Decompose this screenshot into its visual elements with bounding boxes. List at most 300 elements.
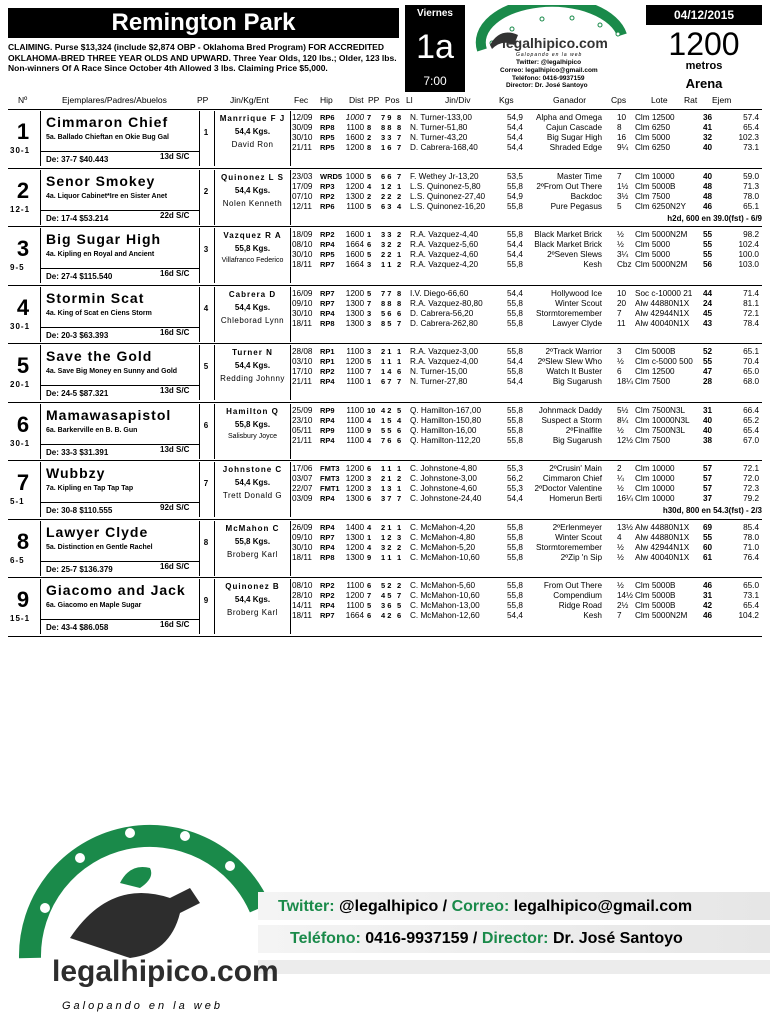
- past-race-row: [292, 309, 762, 319]
- distance-cell: 1600: [345, 230, 364, 239]
- post-cell: 3: [367, 347, 372, 356]
- weight-cell: 55,8: [507, 299, 523, 308]
- class-cell: Clm 5000B: [635, 347, 676, 356]
- track-code-cell: RP4: [320, 601, 335, 610]
- jockey-name: Hamilton Q: [226, 407, 279, 416]
- post-cell: 2: [367, 133, 372, 142]
- post-cell: 7: [367, 367, 372, 376]
- past-performances: [292, 230, 762, 270]
- speed-cell: 73.1: [743, 143, 759, 152]
- track-code-cell: RP2: [320, 591, 335, 600]
- horse-info: [40, 404, 200, 459]
- class-cell: Clm 5000N2M: [635, 260, 688, 269]
- past-race-row: [292, 436, 762, 446]
- morning-line-odds: 6-5: [10, 556, 25, 565]
- weight-cell: 54,4: [507, 357, 523, 366]
- track-code-cell: RP4: [320, 416, 335, 425]
- past-race-row: [292, 192, 762, 202]
- entry-row: [8, 521, 762, 578]
- speed-cell: 71.3: [743, 182, 759, 191]
- class-cell: Clm 7500: [635, 436, 671, 445]
- race-date-cell: 14/11: [292, 601, 312, 610]
- class-cell: Clm 5000B: [635, 591, 676, 600]
- entry-separator: [8, 226, 762, 227]
- horse-pedigree: 6a. Giacomo en Maple Sugar: [46, 602, 142, 609]
- distance-cell: 1300: [345, 533, 364, 542]
- race-date-cell: 21/11: [292, 143, 312, 152]
- distance-cell: 1200: [345, 543, 364, 552]
- weight-cell: 55,3: [507, 484, 523, 493]
- rating-cell: 40: [703, 426, 713, 435]
- past-race-row: [292, 319, 762, 329]
- rating-cell: 32: [703, 133, 713, 142]
- entry-row: [8, 462, 762, 519]
- entry-separator: [8, 343, 762, 344]
- carried-weight: 55,8 Kgs.: [234, 244, 271, 253]
- winner-cell: Winter Scout: [555, 533, 602, 542]
- rating-cell: 46: [703, 202, 713, 211]
- weight-cell: 54,4: [507, 133, 523, 142]
- morning-line-odds: 9-5: [10, 263, 25, 272]
- lengths-cell: 3½: [617, 192, 629, 201]
- speed-cell: 72.1: [743, 464, 759, 473]
- weight-cell: 54,4: [507, 123, 523, 132]
- footer-twitter: @legalhipico /: [339, 898, 448, 915]
- speed-cell: 65.4: [743, 123, 759, 132]
- past-race-row: [292, 406, 762, 416]
- col-date: Fec: [294, 95, 309, 105]
- race-surface: Arena: [685, 76, 723, 91]
- carried-weight: 54,4 Kgs.: [234, 361, 271, 370]
- lengths-cell: ½: [617, 426, 624, 435]
- distance-cell: 1600: [345, 133, 364, 142]
- winner-cell: 2ºFrom Out There: [536, 182, 602, 191]
- post-cell: 5: [367, 289, 372, 298]
- track-code-cell: RP3: [320, 182, 335, 191]
- finish-cell: 1: [397, 182, 402, 191]
- track-code-cell: RP5: [320, 133, 335, 142]
- jockey-info: [214, 579, 291, 634]
- trainer-name: Villafranco Federico: [221, 257, 284, 264]
- distance-unit: metros: [685, 60, 723, 72]
- entry-separator: [8, 402, 762, 403]
- trainer-name: Chleborad Lynn: [220, 316, 285, 325]
- class-cell: Clm 5000: [635, 250, 671, 259]
- horse-earnings: De: 30-8 $110.555: [46, 506, 113, 515]
- position-cell: 2 1: [381, 523, 392, 532]
- jockey-odds-cell: N. Turner-15,00: [410, 367, 468, 376]
- footer-brand: legalhipico.com: [52, 955, 279, 988]
- rating-cell: 43: [703, 319, 713, 328]
- speed-cell: 65.0: [743, 367, 759, 376]
- finish-cell: 8: [397, 299, 402, 308]
- weight-cell: 55,8: [507, 319, 523, 328]
- carried-weight: 54,4 Kgs.: [234, 127, 271, 136]
- track-code-cell: RP4: [320, 377, 335, 386]
- speed-cell: 57.4: [743, 113, 759, 122]
- jockey-name: Johnstone C: [222, 465, 283, 474]
- race-date-cell: 30/09: [292, 123, 313, 132]
- weight-cell: 55,8: [507, 591, 523, 600]
- lengths-cell: 5: [617, 202, 622, 211]
- post-cell: 3: [367, 484, 372, 493]
- finish-cell: 7: [397, 591, 402, 600]
- race-date-cell: 12/09: [292, 113, 313, 122]
- trainer-name: Broberg Karl: [227, 550, 278, 559]
- jockey-odds-cell: R.A. Vazquez-80,80: [410, 299, 483, 308]
- post-cell: 9: [367, 553, 372, 562]
- distance-cell: 1200: [345, 464, 364, 473]
- days-since-race: 13d S/C: [160, 152, 190, 161]
- past-performances: [292, 347, 762, 387]
- weight-cell: 54,4: [507, 289, 523, 298]
- past-race-row: [292, 260, 762, 270]
- class-cell: Clm 10000: [635, 484, 675, 493]
- days-since-race: 16d S/C: [160, 562, 190, 571]
- morning-line-odds: 30-1: [10, 322, 31, 331]
- lengths-cell: 7: [617, 309, 622, 318]
- lengths-cell: 3¼: [617, 250, 629, 259]
- entry-separator: [8, 460, 762, 461]
- finish-cell: 4: [397, 202, 402, 211]
- track-code-cell: RP1: [320, 347, 335, 356]
- distance-cell: 1200: [345, 474, 364, 483]
- speed-cell: 79.2: [743, 494, 759, 503]
- rating-cell: 55: [703, 533, 713, 542]
- track-code-cell: RP8: [320, 123, 335, 132]
- footer-twitter-label: Twitter:: [278, 898, 335, 915]
- post-cell: 6: [367, 611, 372, 620]
- post-cell: 7: [367, 113, 372, 122]
- logo-twitter: Twitter: @legalhipico: [516, 59, 582, 66]
- track-code-cell: RP7: [320, 533, 335, 542]
- horse-info: [40, 579, 200, 634]
- distance-cell: 1400: [345, 523, 364, 532]
- position-cell: 5 2: [381, 581, 392, 590]
- post-cell: 3: [367, 309, 372, 318]
- jockey-odds-cell: C. Johnstone-4,80: [410, 464, 477, 473]
- winner-cell: Hollywood Ice: [551, 289, 602, 298]
- post-cell: 8: [367, 123, 372, 132]
- position-cell: 3 7: [381, 494, 392, 503]
- horse-pedigree: 4a. Liquor Cabinet*Ire en Sister Anet: [46, 193, 168, 200]
- entry-row: [8, 404, 762, 461]
- morning-line-odds: 5-1: [10, 497, 25, 506]
- track-code-cell: FMT3: [320, 464, 340, 473]
- distance-cell: 1200: [345, 484, 364, 493]
- distance-cell: 1000: [345, 113, 364, 122]
- finish-cell: 1: [397, 250, 402, 259]
- race-date-cell: 28/08: [292, 347, 313, 356]
- col-horse: Ejemplares/Padres/Abuelos: [62, 95, 167, 105]
- weight-cell: 56,2: [507, 474, 523, 483]
- trainer-name: David Ron: [231, 140, 274, 149]
- footer-band: [258, 960, 770, 974]
- race-date-cell: 21/11: [292, 436, 312, 445]
- entry-separator: [8, 636, 762, 637]
- finish-cell: 8: [397, 123, 402, 132]
- lengths-cell: 8¼: [617, 416, 629, 425]
- class-cell: Clm 5000B: [635, 601, 676, 610]
- trainer-name: Salisbury Joyce: [227, 433, 278, 440]
- program-number: 4: [16, 295, 30, 320]
- footer-phone-line: [290, 930, 683, 948]
- lengths-cell: 10: [617, 289, 627, 298]
- race-date-cell: 18/11: [292, 611, 312, 620]
- finish-cell: 3: [397, 533, 402, 542]
- lengths-cell: 4: [617, 533, 622, 542]
- jockey-odds-cell: R.A. Vazquez-4,60: [410, 250, 479, 259]
- lengths-cell: ½: [617, 357, 624, 366]
- past-race-row: [292, 474, 762, 484]
- speed-cell: 85.4: [743, 523, 759, 532]
- class-cell: Clm 12500: [635, 113, 675, 122]
- race-distance: 1200: [668, 26, 740, 62]
- position-cell: 1 6: [381, 143, 392, 152]
- col-speed: Ejem: [712, 95, 732, 105]
- post-position: 1: [203, 128, 209, 137]
- jockey-name: Manrrique F J: [219, 114, 286, 123]
- days-since-race: 16d S/C: [160, 328, 190, 337]
- rating-cell: 31: [703, 591, 713, 600]
- winner-cell: From Out There: [543, 581, 602, 590]
- position-cell: 4 5: [381, 591, 392, 600]
- finish-cell: 8: [397, 289, 402, 298]
- class-cell: Clm 5000N2M: [635, 611, 688, 620]
- post-cell: 5: [367, 601, 372, 610]
- lengths-cell: 20: [617, 299, 627, 308]
- past-race-row: [292, 299, 762, 309]
- speed-cell: 102.3: [738, 133, 759, 142]
- speed-cell: 100.0: [738, 250, 759, 259]
- position-cell: 1 5: [381, 416, 392, 425]
- winner-cell: Lawyer Clyde: [552, 319, 602, 328]
- trainer-name: Trett Donald G: [222, 491, 283, 500]
- winner-cell: Winter Scout: [555, 299, 602, 308]
- jockey-odds-cell: N. Turner-133,00: [410, 113, 472, 122]
- speed-cell: 78.0: [743, 533, 759, 542]
- race-date-cell: 03/09: [292, 494, 313, 503]
- finish-cell: 7: [397, 494, 402, 503]
- legalhipico-logo: [472, 5, 637, 90]
- post-cell: 6: [367, 240, 372, 249]
- morning-line-odds: 30-1: [10, 146, 31, 155]
- winner-cell: 2ºSeven Slews: [547, 250, 602, 259]
- col-distance: Dist: [349, 95, 364, 105]
- position-cell: 5 6: [381, 309, 392, 318]
- rating-cell: 48: [703, 192, 713, 201]
- winner-cell: Johnmack Daddy: [538, 406, 602, 415]
- workout-note: h2d, 600 en 39.0(fst) - 6/9: [667, 214, 762, 223]
- track-code-cell: RP7: [320, 611, 335, 620]
- race-number: 1a: [405, 25, 465, 70]
- distance-cell: 1300: [345, 299, 364, 308]
- lengths-cell: 1½: [617, 182, 629, 191]
- horse-name: Giacomo and Jack: [46, 582, 186, 598]
- rating-cell: 57: [703, 464, 713, 473]
- lengths-cell: ½: [617, 553, 624, 562]
- distance-cell: 1664: [345, 260, 364, 269]
- position-cell: 7 7: [381, 289, 392, 298]
- jockey-odds-cell: Q. Hamilton-167,00: [410, 406, 481, 415]
- jockey-odds-cell: R.A. Vazquez-4,40: [410, 230, 479, 239]
- winner-cell: 2ºTrack Warrior: [545, 347, 602, 356]
- lengths-cell: 14½: [617, 591, 633, 600]
- past-performances: [292, 172, 762, 212]
- horse-name: Wubbzy: [46, 465, 106, 481]
- race-date-cell: 18/11: [292, 319, 312, 328]
- class-cell: Clm 6250: [635, 143, 671, 152]
- class-cell: Clm 10000: [635, 474, 675, 483]
- weight-cell: 55,8: [507, 523, 523, 532]
- speed-cell: 65.4: [743, 601, 759, 610]
- speed-cell: 78.4: [743, 319, 759, 328]
- jockey-odds-cell: D. Cabrera-262,80: [410, 319, 478, 328]
- weight-cell: 55,8: [507, 601, 523, 610]
- rating-cell: 36: [703, 113, 713, 122]
- jockey-odds-cell: R.A. Vazquez-3,00: [410, 347, 479, 356]
- position-cell: 3 3: [381, 133, 392, 142]
- col-jockey-odds: Jin/Div: [445, 95, 471, 105]
- footer-director: Dr. José Santoyo: [552, 930, 683, 947]
- jockey-odds-cell: Q. Hamilton-112,20: [410, 436, 481, 445]
- trainer-name: Nolen Kenneth: [222, 199, 283, 208]
- post-cell: 1: [367, 377, 372, 386]
- rating-cell: 61: [703, 553, 713, 562]
- horse-pedigree: 7a. Kipling en Tap Tap Tap: [46, 485, 134, 492]
- finish-cell: 2: [397, 240, 402, 249]
- race-date-cell: 22/07: [292, 484, 313, 493]
- past-race-row: [292, 172, 762, 182]
- weight-cell: 55,8: [507, 347, 523, 356]
- horse-name: Big Sugar High: [46, 231, 162, 247]
- winner-cell: 2ºDoctor Valentine: [534, 484, 602, 493]
- position-cell: 1 1: [381, 464, 392, 473]
- post-position: 9: [203, 596, 209, 605]
- race-date-cell: 08/10: [292, 240, 313, 249]
- winner-cell: Homerun Berti: [549, 494, 602, 503]
- track-code-cell: RP6: [320, 113, 335, 122]
- post-cell: 10: [367, 406, 376, 415]
- track-code-cell: FMT3: [320, 474, 340, 483]
- program-number: 8: [16, 529, 30, 554]
- post-cell: 5: [367, 172, 372, 181]
- post-cell: 4: [367, 182, 372, 191]
- horse-pedigree: 5a. Ballado Chieftan en Okie Bug Gal: [46, 134, 169, 141]
- rating-cell: 40: [703, 416, 713, 425]
- finish-cell: 2: [397, 543, 402, 552]
- speed-cell: 98.2: [743, 230, 759, 239]
- position-cell: 6 3: [381, 202, 392, 211]
- speed-cell: 59.0: [743, 172, 759, 181]
- finish-cell: 2: [397, 474, 402, 483]
- winner-cell: Master Time: [556, 172, 602, 181]
- post-cell: 3: [367, 260, 372, 269]
- track-code-cell: RP7: [320, 260, 335, 269]
- col-number: Nº: [18, 95, 28, 105]
- horse-record: [41, 619, 199, 632]
- carried-weight: 55,8 Kgs.: [234, 420, 271, 429]
- position-cell: 3 3: [381, 230, 392, 239]
- past-race-row: [292, 494, 762, 504]
- past-race-row: [292, 611, 762, 621]
- rating-cell: 47: [703, 367, 713, 376]
- rating-cell: 55: [703, 357, 713, 366]
- col-finish: Ll: [406, 95, 413, 105]
- track-code-cell: RP2: [320, 192, 335, 201]
- finish-cell: 1: [397, 464, 402, 473]
- post-position: 4: [203, 304, 209, 313]
- race-date-cell: 17/10: [292, 367, 313, 376]
- weight-cell: 55,3: [507, 464, 523, 473]
- weight-cell: 55,8: [507, 230, 523, 239]
- jockey-odds-cell: C. McMahon-13,00: [410, 601, 480, 610]
- winner-cell: Backdoc: [570, 192, 602, 201]
- horse-earnings: De: 33-3 $31.391: [46, 448, 109, 457]
- distance-cell: 1300: [345, 494, 364, 503]
- finish-cell: 8: [397, 113, 402, 122]
- horse-record: [41, 502, 199, 515]
- winner-cell: Cimmaron Chief: [542, 474, 602, 483]
- race-date-cell: 30/10: [292, 543, 313, 552]
- weight-cell: 55,8: [507, 416, 523, 425]
- track-code-cell: RP7: [320, 289, 335, 298]
- post-cell: 1: [367, 533, 372, 542]
- post-cell: 5: [367, 357, 372, 366]
- trainer-name: Redding Johnny: [220, 374, 285, 383]
- class-cell: Clm 6250: [635, 123, 671, 132]
- footer-email: legalhipico@gmail.com: [513, 898, 693, 915]
- race-date-cell: 08/10: [292, 581, 313, 590]
- track-code-cell: RP8: [320, 553, 335, 562]
- rating-cell: 24: [703, 299, 713, 308]
- col-rating: Rat: [684, 95, 698, 105]
- race-date-cell: 05/11: [292, 426, 312, 435]
- past-race-row: [292, 113, 762, 123]
- winner-cell: Suspect a Storm: [541, 416, 602, 425]
- finish-cell: 1: [397, 357, 402, 366]
- rating-cell: 57: [703, 474, 713, 483]
- distance-cell: 1200: [345, 591, 364, 600]
- speed-cell: 65.1: [743, 347, 759, 356]
- past-race-row: [292, 347, 762, 357]
- race-date-cell: 28/10: [292, 591, 313, 600]
- post-cell: 7: [367, 591, 372, 600]
- position-cell: 7 6: [381, 436, 392, 445]
- past-performances: [292, 289, 762, 329]
- distance-cell: 1100: [346, 377, 364, 386]
- winner-cell: Shraded Edge: [549, 143, 602, 152]
- distance-cell: 1100: [346, 601, 364, 610]
- jockey-odds-cell: Q. Hamilton-16,00: [410, 426, 477, 435]
- race-date-cell: 18/09: [292, 230, 313, 239]
- lengths-cell: 10: [617, 113, 627, 122]
- past-race-row: [292, 523, 762, 533]
- winner-cell: Alpha and Omega: [536, 113, 602, 122]
- col-position: Pos: [385, 95, 400, 105]
- distance-cell: 1664: [345, 611, 364, 620]
- race-date-cell: 03/07: [292, 474, 313, 483]
- class-cell: Clm 7500: [635, 377, 671, 386]
- horse-record: [41, 268, 199, 281]
- weight-cell: 54,4: [507, 240, 523, 249]
- footer-slogan: Galopando en la web: [62, 1000, 223, 1012]
- distance-cell: 1100: [346, 367, 364, 376]
- position-cell: 6 6: [381, 172, 392, 181]
- rating-cell: 28: [703, 377, 713, 386]
- jockey-info: [214, 170, 291, 225]
- lengths-cell: 2: [617, 464, 622, 473]
